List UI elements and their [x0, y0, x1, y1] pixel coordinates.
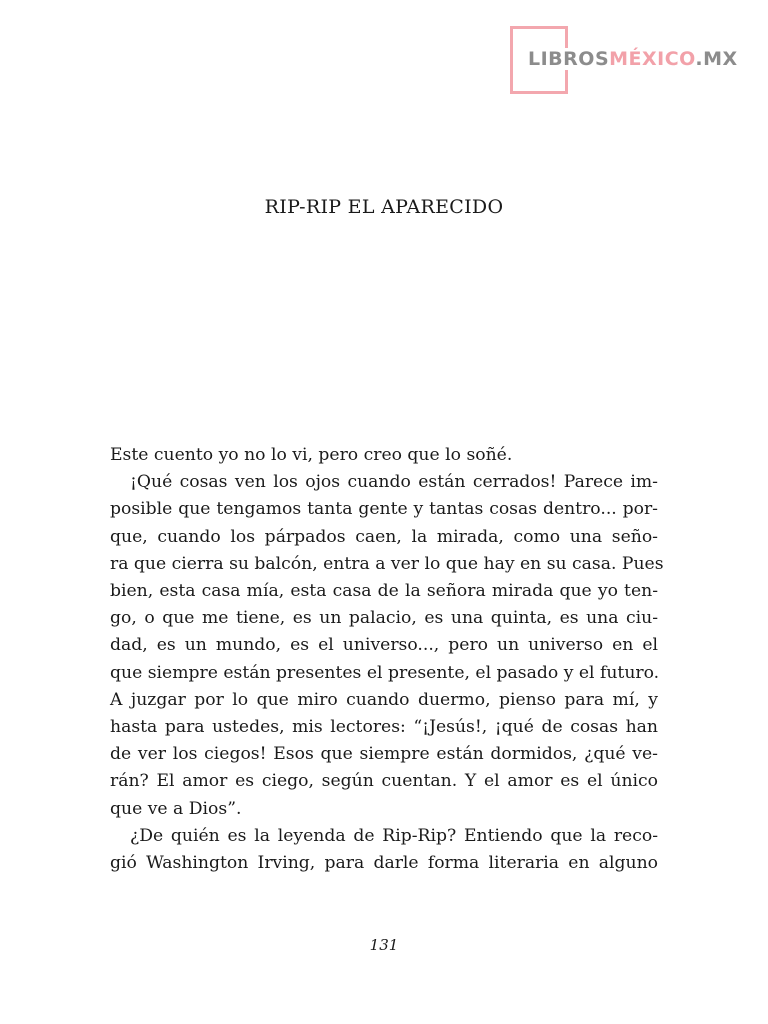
text-line: dad, es un mundo, es el universo..., pero un universo en el [110, 635, 658, 656]
text-line: que ve a Dios”. [110, 798, 242, 819]
text-line: posible que tengamos tanta gente y tantas cosas dentro... por- [110, 499, 658, 520]
text-line: go, o que me tiene, es un palacio, es una quinta, es una ciu- [110, 608, 658, 629]
body-text [110, 442, 664, 877]
chapter-title: RIP-RIP EL APARECIDO [264, 196, 504, 218]
logo-text-mexico: MÉXICO [609, 48, 696, 70]
text-line: de ver los ciegos! Esos que siempre están dormidos, ¿qué ve- [110, 744, 658, 765]
text-line: ¡Qué cosas ven los ojos cuando están cerrados! Parece im- [130, 472, 658, 493]
text-line: gió Washington Irving, para darle forma literaria en alguno [110, 853, 658, 874]
logo-frame-bottom [510, 91, 568, 94]
text-line: Este cuento yo no lo vi, pero creo que lo soñé. [110, 445, 513, 465]
text-line: ra que cierra su balcón, entra a ver lo que hay en su casa. Pues [110, 553, 664, 574]
logo-text [526, 48, 740, 70]
page-number: 131 [369, 936, 399, 954]
text-line: A juzgar por lo que miro cuando duermo, pienso para mí, y [110, 689, 658, 710]
logo-text-libros: LIBROS [528, 48, 610, 70]
text-line: ¿De quién es la leyenda de Rip-Rip? Entiendo que la reco- [130, 825, 658, 846]
text-line: hasta para ustedes, mis lectores: “¡Jesús!, ¡qué de cosas han [110, 717, 658, 738]
logo-text-mx: .MX [695, 48, 738, 70]
text-line: rán? El amor es ciego, según cuentan. Y el amor es el único [110, 771, 658, 792]
text-line: que, cuando los párpados caen, la mirada, como una seño- [110, 526, 658, 547]
text-line: bien, esta casa mía, esta casa de la señora mirada que yo ten- [110, 581, 658, 602]
site-logo [510, 26, 750, 98]
text-line: que siempre están presentes el presente, el pasado y el futuro. [110, 662, 660, 683]
